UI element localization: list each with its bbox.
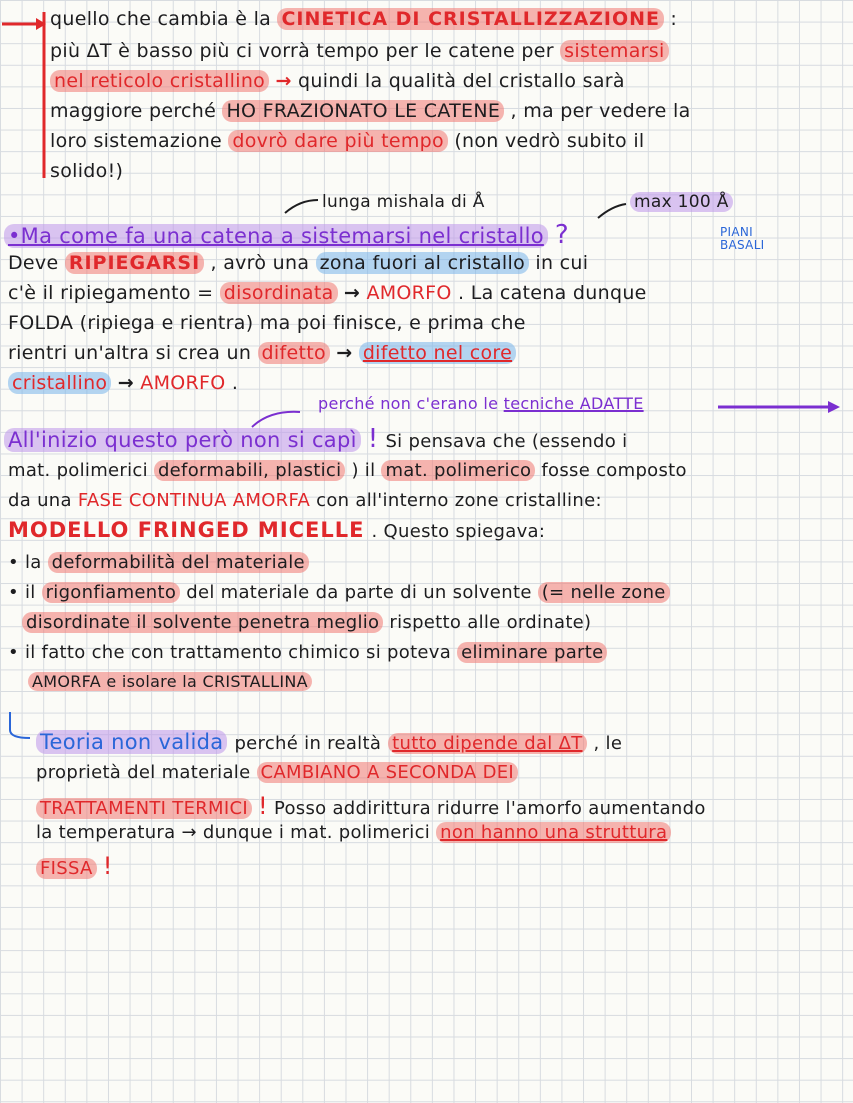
curved-arrow-right <box>598 204 626 218</box>
para-line-2 <box>8 282 647 304</box>
note-tecniche <box>318 394 644 413</box>
question-mark: ? <box>554 220 569 250</box>
text: . <box>231 372 239 394</box>
highlight: Teoria non valida <box>36 730 227 754</box>
text: Posso addirittura ridurre l'amorfo aumentando <box>273 798 706 819</box>
text: FASE CONTINUA AMORFA <box>77 490 311 511</box>
highlight: deformabili, plastici <box>154 460 345 481</box>
highlight: TRATTAMENTI TERMICI <box>36 798 252 819</box>
text: rientri un'altra si crea un <box>8 342 252 364</box>
line-3 <box>50 70 625 92</box>
highlight: nel reticolo cristallino <box>50 70 269 92</box>
text: AMORFO <box>140 372 226 394</box>
line-2 <box>50 40 669 62</box>
highlight: disordinata <box>220 282 338 304</box>
highlight: sistemarsi <box>560 40 668 62</box>
highlight: difetto nel core <box>359 342 516 364</box>
text: ! <box>258 792 268 820</box>
highlight: HO FRAZIONATO LE CATENE <box>222 100 504 122</box>
line-4 <box>50 100 691 122</box>
highlight: max 100 Å <box>630 192 733 212</box>
highlight: disordinate il solvente penetra meglio <box>22 612 383 633</box>
arrow: → <box>117 372 134 394</box>
text: : <box>670 8 678 30</box>
highlight: CAMBIANO A SECONDA DEI <box>257 762 519 783</box>
text: c'è il ripiegamento = <box>8 282 214 304</box>
text: proprietà del materiale <box>36 762 251 783</box>
e1-line <box>8 552 309 573</box>
highlight: non hanno una struttura <box>436 822 671 843</box>
text: maggiore perché <box>50 100 217 122</box>
t5-line <box>36 852 113 880</box>
text: perché in realtà <box>234 733 382 754</box>
line-6 <box>50 160 123 182</box>
text: mat. polimerici <box>8 460 148 481</box>
text: quello che cambia è la <box>50 8 272 30</box>
text: ! <box>102 852 113 880</box>
piani-basali <box>720 226 765 252</box>
text: in cui <box>535 252 589 274</box>
t3-line <box>36 792 706 820</box>
highlight: rigonfiamento <box>42 582 181 603</box>
line-1 <box>50 8 677 30</box>
highlight: (= nelle zone <box>538 582 670 603</box>
text: AMORFO <box>366 282 452 304</box>
highlight: FISSA <box>36 858 97 879</box>
note-left <box>322 192 485 212</box>
model-title: MODELLO FRINGED MICELLE <box>8 518 365 542</box>
text: la temperatura → dunque i mat. polimerici <box>36 822 431 843</box>
text: • il fatto che con trattamento chimico si poteva <box>8 642 452 663</box>
e4-line <box>8 642 607 663</box>
e3-line <box>22 612 591 633</box>
c-line <box>8 490 602 511</box>
blue-hook <box>10 712 30 738</box>
curved-arrow-left <box>285 200 318 213</box>
highlight: eliminare parte <box>457 642 607 663</box>
e5-line <box>28 672 312 691</box>
question-line <box>4 220 569 250</box>
text: , ma per vedere la <box>510 100 691 122</box>
allinizio-line <box>4 424 627 454</box>
highlight: cristallino <box>8 372 111 394</box>
text: da una <box>8 490 72 511</box>
text: Si pensava che (essendo i <box>385 431 628 452</box>
text: FOLDA (ripiega e rientra) ma poi finisce, e prima che <box>8 312 526 334</box>
highlight: mat. polimerico <box>381 460 535 481</box>
b-line <box>8 460 687 481</box>
arrow: → <box>275 70 292 92</box>
text: fosse composto <box>541 460 687 481</box>
highlight: All'inizio questo però non si capì <box>4 428 361 452</box>
text: , avrò una <box>210 252 310 274</box>
text: . Questo spiegava: <box>371 521 546 542</box>
text: • il <box>8 582 36 603</box>
question-highlight: •Ma come fa una catena a sistemarsi nel cristallo <box>4 224 548 248</box>
text: lunga mishala di Å <box>322 192 485 212</box>
e2-line <box>8 582 670 603</box>
text: ! <box>367 424 379 454</box>
text: del materiale da parte di un solvente <box>186 582 532 603</box>
t4-line <box>36 822 671 843</box>
text: (non vedrò subito il <box>454 130 645 152</box>
text: BASALI <box>720 238 765 252</box>
highlight: difetto <box>258 342 330 364</box>
t2-line <box>36 762 518 783</box>
text: • la <box>8 552 42 573</box>
para-line-1 <box>8 252 588 274</box>
text: rispetto alle ordinate) <box>389 612 592 633</box>
line-5 <box>50 130 644 152</box>
text: . La catena dunque <box>458 282 647 304</box>
text: Deve <box>8 252 59 274</box>
text: PIANI <box>720 225 753 239</box>
arrow: → <box>336 342 353 364</box>
text: quindi la qualità del cristallo sarà <box>298 70 625 92</box>
text: con all'interno zone cristalline: <box>316 490 602 511</box>
note-right <box>630 192 733 212</box>
highlight: dovrò dare più tempo <box>228 130 448 152</box>
text: più ΔT è basso più ci vorrà tempo per le catene per <box>50 40 554 62</box>
purple-long-arrowhead <box>828 401 840 413</box>
text: loro sistemazione <box>50 130 223 152</box>
arrow: → <box>343 282 361 304</box>
text: , le <box>593 733 623 754</box>
highlight: deformabilità del materiale <box>48 552 309 573</box>
para-line-4 <box>8 342 516 364</box>
kinetics-highlight: CINETICA DI CRISTALLIZZAZIONE <box>277 8 664 30</box>
text: ) il <box>351 460 376 481</box>
text: perché non c'erano le <box>318 394 499 413</box>
d-line <box>8 518 545 542</box>
highlight: AMORFA e isolare la CRISTALLINA <box>28 672 312 691</box>
highlight: tutto dipende dal ΔT <box>388 733 586 754</box>
para-line-5 <box>8 372 238 394</box>
highlight: RIPIEGARSI <box>65 252 204 274</box>
text: tecniche ADATTE <box>503 394 644 413</box>
t1-line <box>36 730 622 754</box>
text: solido!) <box>50 160 124 182</box>
highlight: zona fuori al cristallo <box>316 252 529 274</box>
para-line-3 <box>8 312 526 334</box>
